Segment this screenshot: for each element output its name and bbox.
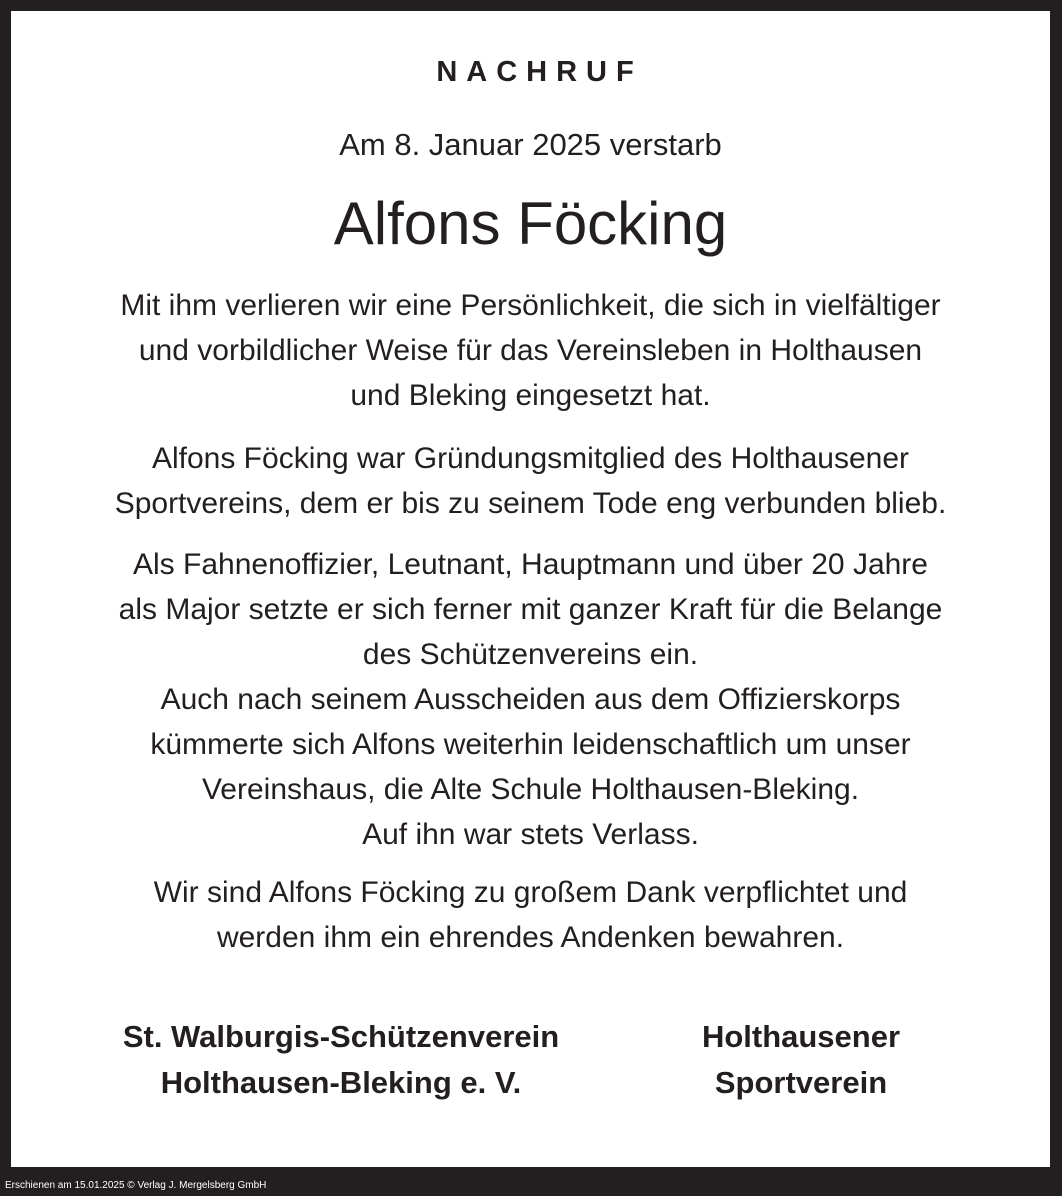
text-line: Mit ihm verlieren wir eine Persönlichkeit, die sich in vielfältiger xyxy=(120,289,941,322)
paragraph-personality xyxy=(11,283,1050,418)
text-line: Als Fahnenoffizier, Leutnant, Hauptmann und über 20 Jahre xyxy=(133,548,928,581)
paragraph-officer-career xyxy=(11,542,1050,857)
text-line: Auch nach seinem Ausscheiden aus dem Offizierskorps xyxy=(160,683,901,716)
text-line: werden ihm ein ehrendes Andenken bewahren. xyxy=(216,921,845,954)
text-line: kümmerte sich Alfons weiterhin leidenschaftlich um unser xyxy=(150,728,911,761)
signature-line: St. Walburgis-Schützenverein xyxy=(122,1019,560,1054)
signature-line: Sportverein xyxy=(714,1065,888,1100)
text-line: Alfons Föcking war Gründungsmitglied des Holthausener xyxy=(151,442,910,475)
signature-line: Holthausen-Bleking e. V. xyxy=(160,1065,522,1100)
paragraph-founding-member xyxy=(11,436,1050,526)
text-line: als Major setzte er sich ferner mit ganzer Kraft für die Belange xyxy=(118,593,943,626)
text-line: Vereinshaus, die Alte Schule Holthausen-Bleking. xyxy=(201,773,860,806)
text-line: des Schützenvereins ein. xyxy=(362,638,699,671)
publication-footer: Erschienen am 15.01.2025 © Verlag J. Mergelsberg GmbH xyxy=(5,1180,267,1191)
text-line: Auf ihn war stets Verlass. xyxy=(362,818,699,851)
text-line: Wir sind Alfons Föcking zu großem Dank verpflichtet und xyxy=(153,876,908,909)
notice-heading: NACHRUF xyxy=(436,56,643,88)
text-line: Sportvereins, dem er bis zu seinem Tode eng verbunden blieb. xyxy=(114,487,947,520)
signature-line: Holthausener xyxy=(701,1019,901,1054)
text-line: und vorbildlicher Weise für das Vereinsleben in Holthausen xyxy=(138,334,923,367)
signature-schuetzenverein xyxy=(71,1014,611,1106)
paragraph-gratitude xyxy=(11,870,1050,960)
obituary-notice xyxy=(11,11,1050,1167)
signature-sportverein xyxy=(641,1014,961,1106)
death-date-line: Am 8. Januar 2025 verstarb xyxy=(339,127,722,162)
deceased-name: Alfons Föcking xyxy=(333,190,728,257)
text-line: und Bleking eingesetzt hat. xyxy=(350,379,711,412)
